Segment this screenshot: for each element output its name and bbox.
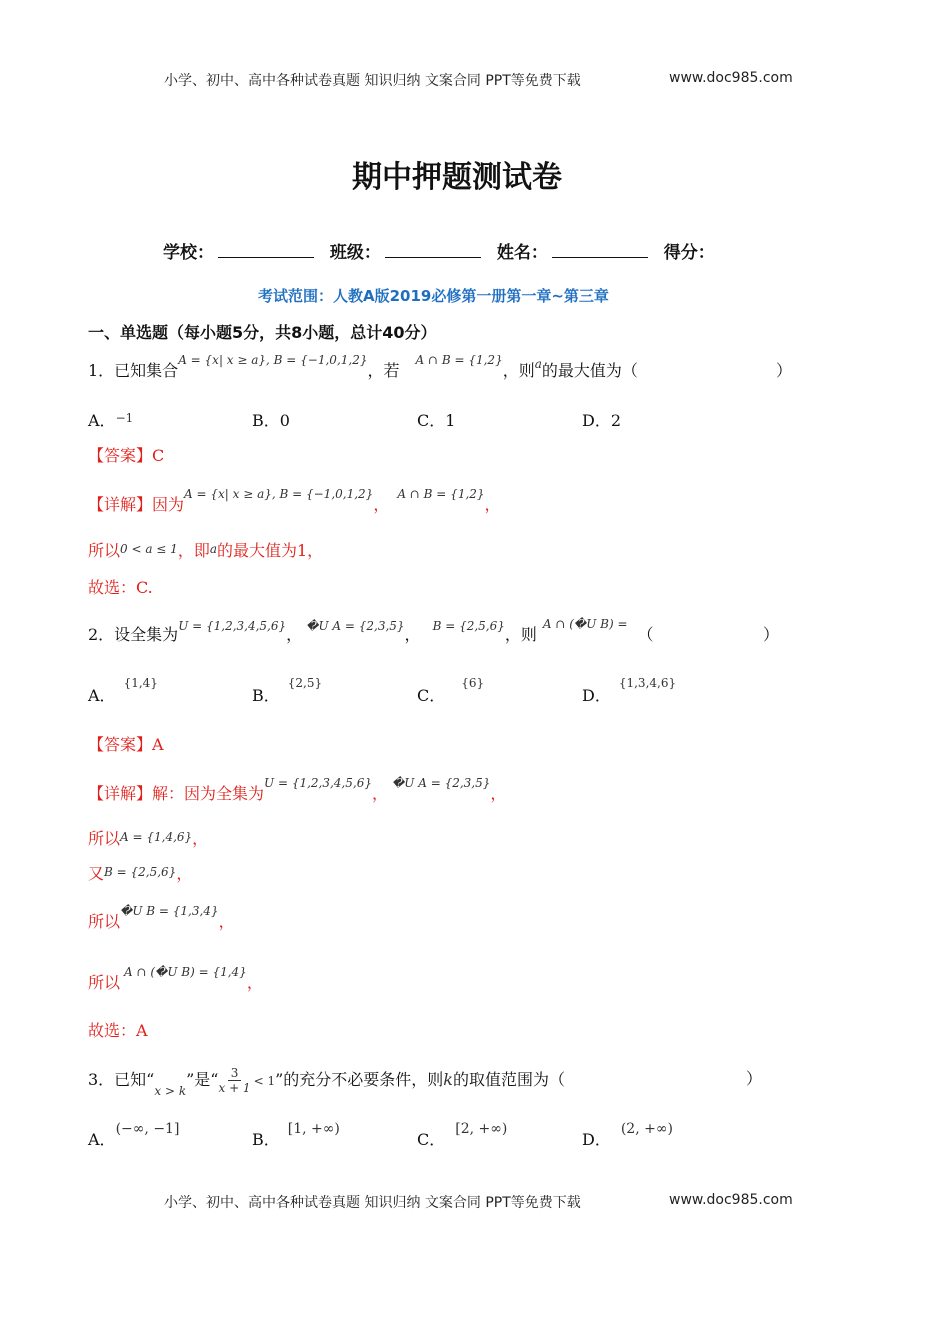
q2-step4: 所以$^{A \cap (�U B) = \{1,4\}}$， xyxy=(88,965,263,992)
q2-stem: 2．设全集为$^{U = \{1,2,3,4,5,6\}}$， $^{�U A = \{2,3,5\}}$， $^{B = \{2,5,6\}}$，则$^{A \cap (�U B) =}$（ xyxy=(88,617,654,644)
q1-option-b: B．0 xyxy=(252,411,290,430)
q2-detail: 【详解】解：因为全集为$^{U = \{1,2,3,4,5,6\}}$，$^{�U A = \{2,3,5\}}$， xyxy=(88,776,507,803)
q3-close: ） xyxy=(746,1069,763,1088)
q1-option-d: D．2 xyxy=(582,411,622,430)
q1-detail: 【详解】因为$^{A = \{x| x \ge a\}, B = \{-1,0,1,2\}}$，$^{A \cap B = \{1,2\}}$， xyxy=(88,487,501,514)
q1-mid: ，若 xyxy=(367,361,400,380)
class-label: 班级： xyxy=(329,243,381,263)
header-text: 小学、初中、高中各种试卷真题 知识归纳 文案合同 PPT等免费下载 xyxy=(164,73,581,89)
q3-stem: 3．已知“$_{x > k}$”是“ $\frac{3}{x + 1}$ < 1”的充分不必要条件，则k的取值范围为（ xyxy=(88,1066,565,1098)
footer-text: 小学、初中、高中各种试卷真题 知识归纳 文案合同 PPT等免费下载 xyxy=(164,1195,581,1211)
q1-tail1: ，则 xyxy=(502,361,535,380)
q1-option-c: C．1 xyxy=(417,411,456,430)
q2-option-a: A．$^{\{1,4\}}$ xyxy=(88,676,158,705)
q1-tail2: 的最大值为（ xyxy=(541,361,638,380)
name-blank xyxy=(552,241,648,258)
section-heading: 一、单选题（每小题5分，共8小题，总计40分） xyxy=(88,323,437,342)
school-label: 学校： xyxy=(163,243,214,263)
info-line xyxy=(163,238,715,263)
q2-answer: 【答案】A xyxy=(88,735,164,754)
exam-range: 考试范围：人教A版2019必修第一册第一章~第三章 xyxy=(258,287,609,305)
q1-conclusion: 故选：C. xyxy=(88,578,153,597)
name-label: 姓名： xyxy=(496,243,548,263)
q1-option-a: A．$^{-1}$ xyxy=(88,411,134,430)
q1-var: a xyxy=(534,357,542,371)
q3-fraction: $\frac{3}{x + 1}$ xyxy=(218,1066,251,1095)
q2-step1: 所以A = {1,4,6}， xyxy=(88,829,209,848)
header-site: www.doc985.com xyxy=(669,70,793,86)
q3-option-c: C．[2, +∞) xyxy=(417,1121,508,1149)
q2-conclusion: 故选：A xyxy=(88,1021,148,1040)
q2-step2: 又B = {2,5,6}， xyxy=(88,864,193,883)
footer-site: www.doc985.com xyxy=(669,1192,793,1208)
q3-option-d: D．(2, +∞) xyxy=(582,1121,673,1149)
q3-option-b: B．[1, +∞) xyxy=(252,1121,340,1149)
q1-number: 1．已知集合 xyxy=(88,361,179,380)
q1-close: ） xyxy=(776,361,793,380)
q2-step3: 所以$^{�U B = \{1,3,4\}}$， xyxy=(88,904,235,931)
q2-option-d: D．$^{\{1,3,4,6\}}$ xyxy=(582,676,677,705)
q1-detail-line2: 所以0 < a ≤ 1，即a的最大值为1， xyxy=(88,541,324,560)
page-title: 期中押题测试卷 xyxy=(352,160,562,195)
class-blank xyxy=(385,241,481,258)
q3-option-a: A．(−∞, −1] xyxy=(88,1121,180,1149)
q1-stem xyxy=(88,353,638,381)
q2-close: ） xyxy=(763,625,780,644)
q2-option-c: C．$^{\{6\}}$ xyxy=(417,676,485,705)
school-blank xyxy=(218,241,314,258)
q1-answer: 【答案】C xyxy=(88,446,165,465)
score-label: 得分： xyxy=(663,243,715,263)
q1-cond-math: A ∩ B = {1,2} xyxy=(415,353,503,367)
q2-option-b: B．$^{\{2,5\}}$ xyxy=(252,676,323,705)
q1-set-math: A = {x| x ≥ a}, B = {−1,0,1,2} xyxy=(178,353,368,367)
